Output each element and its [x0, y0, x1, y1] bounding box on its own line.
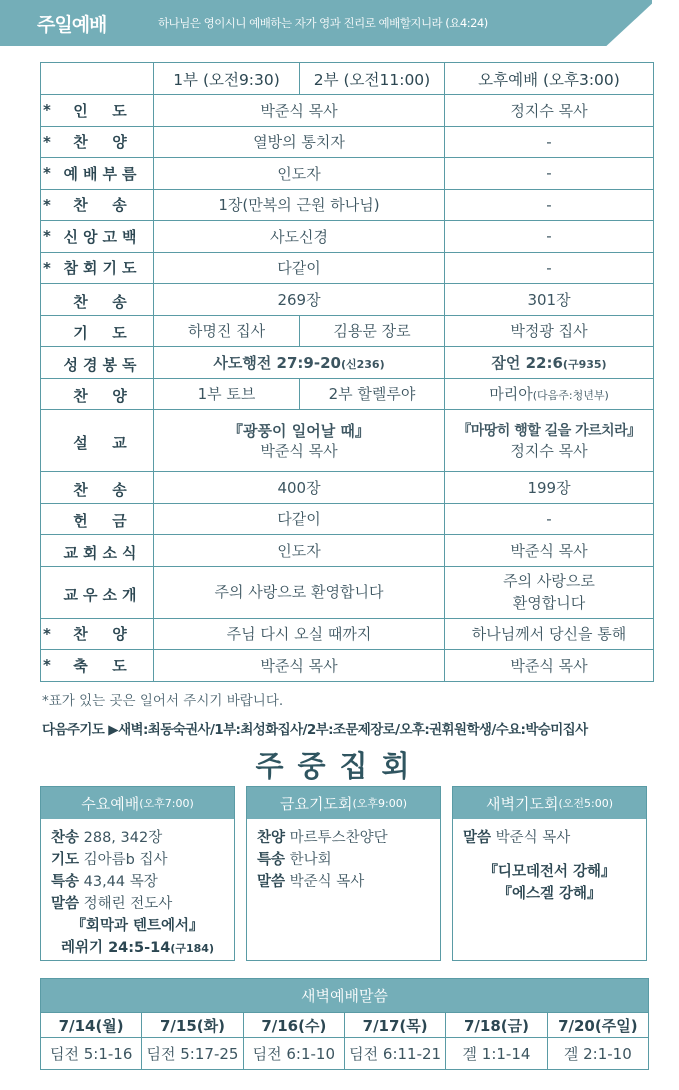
- table-row: [41, 650, 654, 682]
- morning-cell: 사도행전 27:9-20(신236): [154, 347, 445, 379]
- row-label: 찬 송: [41, 472, 154, 504]
- dates-row: [41, 1013, 649, 1038]
- header-cell-afternoon-service: 오후예배 (오후3:00): [445, 63, 654, 95]
- row-label: * 찬 양: [41, 126, 154, 158]
- ref-cell: 딤전 5:17-25: [142, 1038, 243, 1070]
- row-label: 교 우 소 개: [41, 566, 154, 618]
- morning-cell: 주의 사랑으로 환영합니다: [154, 566, 445, 618]
- date-cell: 7/17(목): [344, 1013, 445, 1038]
- morning-cell: 다같이: [154, 252, 445, 284]
- box-body: 찬양 마르투스찬양단 특송 한나회 말씀 박준식 목사: [257, 830, 388, 890]
- header-cell-first-service: 1부 (오전9:30): [154, 63, 300, 95]
- row-label: * 참 회 기 도: [41, 252, 154, 284]
- ref-cell: 딤전 6:11-21: [344, 1038, 445, 1070]
- row-label: 성 경 봉 독: [41, 347, 154, 379]
- row-label: 교 회 소 식: [41, 535, 154, 567]
- afternoon-cell: 정지수 목사: [445, 95, 654, 127]
- table-row: [41, 315, 654, 347]
- page-title: 주일예배: [37, 14, 107, 36]
- table-row: [41, 535, 654, 567]
- table-row: [41, 221, 654, 253]
- wednesday-service-box: [40, 786, 235, 961]
- table-row: [41, 158, 654, 190]
- afternoon-cell: 마리아(다음주:청년부): [445, 378, 654, 410]
- row-label: * 축 도: [41, 650, 154, 682]
- ref-cell: 겔 1:1-14: [446, 1038, 547, 1070]
- afternoon-cell: 주의 사랑으로 환영합니다: [445, 566, 654, 618]
- afternoon-cell: -: [445, 221, 654, 253]
- box-body: 말씀 박준식 목사 『디모데전서 강해』 『에스겔 강해』: [463, 830, 616, 902]
- second-service-cell: 김용문 장로: [300, 315, 445, 347]
- second-service-cell: 2부 할렐루야: [300, 378, 445, 410]
- refs-row: [41, 1038, 649, 1070]
- section-title: 주중집회: [255, 749, 424, 783]
- afternoon-cell: -: [445, 503, 654, 535]
- header-cell-blank: [41, 63, 154, 95]
- morning-cell: 박준식 목사: [154, 650, 445, 682]
- first-service-cell: 하명진 집사: [154, 315, 300, 347]
- header-verse: 하나님은 영이시니 예배하는 자가 영과 진리로 예배할지니라 (요4:24): [158, 16, 488, 30]
- afternoon-cell: 잠언 22:6(구935): [445, 347, 654, 379]
- morning-cell: 1장(만복의 근원 하나님): [154, 189, 445, 221]
- friday-prayer-box: [246, 786, 441, 961]
- table-row: [41, 95, 654, 127]
- row-label: * 신 앙 고 백: [41, 221, 154, 253]
- box-body: 찬송 288, 342장 기도 김아름b 집사 특송 43,44 목장 말씀 정해린 전도사 『회막과 텐트에서』 레위기 24:5-14(구184): [51, 830, 214, 956]
- morning-cell: 박준식 목사: [154, 95, 445, 127]
- date-cell: 7/16(수): [243, 1013, 344, 1038]
- afternoon-cell: 199장: [445, 472, 654, 504]
- box-header: 새벽기도회 (오전5:00): [453, 787, 646, 819]
- morning-cell: 주님 다시 오실 때까지: [154, 618, 445, 650]
- morning-cell: 인도자: [154, 535, 445, 567]
- table-header-row: [41, 63, 654, 95]
- table-row: [41, 410, 654, 472]
- table-row: [41, 284, 654, 316]
- row-label: * 찬 양: [41, 618, 154, 650]
- table-row: [41, 472, 654, 504]
- next-week-prayer: 다음주기도 ▶새벽:최동숙권사/1부:최성화집사/2부:조문제장로/오후:권휘원학생/수요:박승미집사: [42, 722, 588, 738]
- dawn-schedule-title: 새벽예배말씀: [41, 979, 649, 1013]
- ref-cell: 겔 2:1-10: [547, 1038, 648, 1070]
- header-cell-second-service: 2부 (오전11:00): [300, 63, 445, 95]
- box-header: 금요기도회 (오후9:00): [247, 787, 440, 819]
- row-label: 설 교: [41, 410, 154, 472]
- morning-cell: 『광풍이 일어날 때』 박준식 목사: [154, 410, 445, 472]
- table-row: [41, 347, 654, 379]
- afternoon-cell: -: [445, 189, 654, 221]
- standing-note: *표가 있는 곳은 일어서 주시기 바랍니다.: [42, 693, 284, 709]
- box-header: 수요예배 (오후7:00): [41, 787, 234, 819]
- dawn-schedule-table: [40, 978, 649, 1070]
- morning-cell: 269장: [154, 284, 445, 316]
- table-row: [41, 618, 654, 650]
- afternoon-cell: 301장: [445, 284, 654, 316]
- worship-order-table: [40, 62, 654, 682]
- afternoon-cell: 박준식 목사: [445, 535, 654, 567]
- ref-cell: 딤전 5:1-16: [41, 1038, 142, 1070]
- afternoon-cell: 『마땅히 행할 길을 가르치라』 정지수 목사: [445, 410, 654, 472]
- row-label: 헌 금: [41, 503, 154, 535]
- afternoon-cell: 하나님께서 당신을 통해: [445, 618, 654, 650]
- morning-cell: 다같이: [154, 503, 445, 535]
- first-service-cell: 1부 토브: [154, 378, 300, 410]
- row-label: 찬 양: [41, 378, 154, 410]
- row-label: 기 도: [41, 315, 154, 347]
- table-row: [41, 252, 654, 284]
- row-label: * 찬 송: [41, 189, 154, 221]
- date-cell: 7/20(주일): [547, 1013, 648, 1038]
- afternoon-cell: 박정광 집사: [445, 315, 654, 347]
- afternoon-cell: 박준식 목사: [445, 650, 654, 682]
- morning-cell: 사도신경: [154, 221, 445, 253]
- morning-cell: 400장: [154, 472, 445, 504]
- ref-cell: 딤전 6:1-10: [243, 1038, 344, 1070]
- table-row: [41, 189, 654, 221]
- date-cell: 7/18(금): [446, 1013, 547, 1038]
- table-row: [41, 378, 654, 410]
- table-row: [41, 126, 654, 158]
- afternoon-cell: -: [445, 126, 654, 158]
- afternoon-cell: -: [445, 158, 654, 190]
- dawn-prayer-box: [452, 786, 647, 961]
- row-label: * 예 배 부 름: [41, 158, 154, 190]
- table-row: [41, 566, 654, 618]
- row-label: 찬 송: [41, 284, 154, 316]
- table-row: [41, 503, 654, 535]
- date-cell: 7/14(월): [41, 1013, 142, 1038]
- morning-cell: 인도자: [154, 158, 445, 190]
- row-label: * 인 도: [41, 95, 154, 127]
- afternoon-cell: -: [445, 252, 654, 284]
- date-cell: 7/15(화): [142, 1013, 243, 1038]
- morning-cell: 열방의 통치자: [154, 126, 445, 158]
